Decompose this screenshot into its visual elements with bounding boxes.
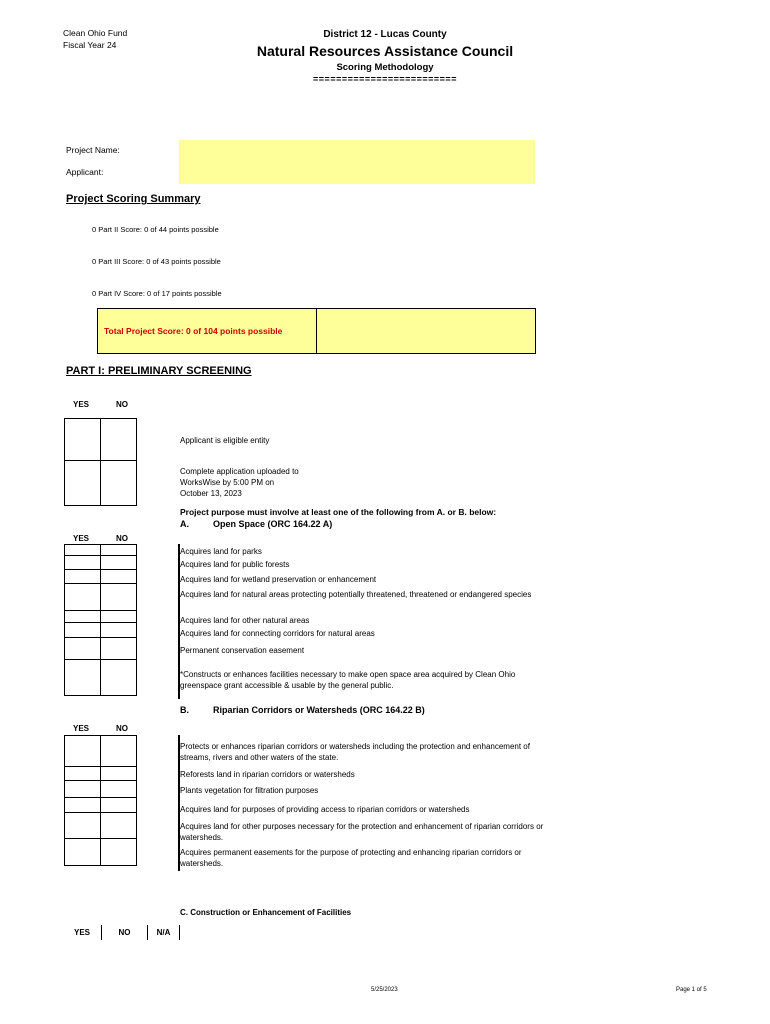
checkbox-yes[interactable] <box>65 660 101 696</box>
checkbox-yes[interactable] <box>65 419 101 461</box>
list-item: Acquires permanent easements for the purpose of protecting and enhancing riparian corridors or watersheds. <box>180 848 522 868</box>
no-header: NO <box>116 724 128 733</box>
section-b-grid <box>64 735 137 866</box>
district-title: District 12 - Lucas County <box>323 29 447 40</box>
no-column-header: NO <box>102 925 148 940</box>
list-item: Acquires land for connecting corridors for natural areas <box>180 629 375 638</box>
project-info-field[interactable] <box>179 140 535 184</box>
part2-score: 0 Part II Score: 0 of 44 points possible <box>92 225 219 234</box>
list-item: Acquires land for wetland preservation or enhancement <box>180 575 377 584</box>
checkbox-yes[interactable] <box>65 767 101 781</box>
checkbox-yes[interactable] <box>65 798 101 813</box>
checkbox-yes[interactable] <box>65 570 101 584</box>
part4-score: 0 Part IV Score: 0 of 17 points possible <box>92 289 222 298</box>
checkbox-yes[interactable] <box>65 611 101 623</box>
total-score-box <box>97 308 536 354</box>
no-header: NO <box>116 400 128 409</box>
council-title: Natural Resources Assistance Council <box>256 43 514 59</box>
eligible-entity: Applicant is eligible entity <box>180 436 270 445</box>
list-item: Protects or enhances riparian corridors or watersheds including the protection and enhancement of streams, rivers and other waters of the state. <box>180 742 530 762</box>
part3-score: 0 Part III Score: 0 of 43 points possible <box>92 257 221 266</box>
checkbox-yes[interactable] <box>65 556 101 570</box>
list-item: Acquires land for other natural areas <box>180 616 310 625</box>
yes-column-header: YES <box>63 925 102 940</box>
footer-page: Page 1 of 5 <box>676 987 707 993</box>
section-c-title: C. Construction or Enhancement of Facilities <box>180 908 352 917</box>
checkbox-no[interactable] <box>101 419 137 461</box>
list-item: Acquires land for public forests <box>180 560 290 569</box>
checkbox-no[interactable] <box>101 570 137 584</box>
yes-header: YES <box>73 724 90 733</box>
checkbox-yes[interactable] <box>65 839 101 866</box>
header-rule: ========================= <box>313 74 457 84</box>
list-item: Acquires land for natural areas protecting potentially threatened, threatened or endangered species <box>180 590 532 599</box>
checkbox-yes[interactable] <box>65 813 101 839</box>
list-item: Acquires land for parks <box>180 547 262 556</box>
checkbox-no[interactable] <box>101 839 137 866</box>
checkbox-yes[interactable] <box>65 545 101 556</box>
checkbox-yes[interactable] <box>65 623 101 638</box>
summary-title: Project Scoring Summary <box>66 193 201 205</box>
checkbox-no[interactable] <box>101 781 137 798</box>
list-item: Acquires land for purposes of providing access to riparian corridors or watersheds <box>180 805 470 814</box>
checkbox-no[interactable] <box>101 584 137 611</box>
checkbox-no[interactable] <box>101 638 137 660</box>
fiscal-year: Fiscal Year 24 <box>63 40 117 50</box>
checkbox-no[interactable] <box>101 660 137 696</box>
na-column-header: N/A <box>148 925 180 940</box>
part1-title: PART I: PRELIMINARY SCREENING <box>66 365 252 377</box>
total-score-value[interactable] <box>317 309 535 353</box>
section-b-letter: B. <box>180 705 189 715</box>
list-item: Acquires land for other purposes necessary for the protection and enhancement of riparian corridors or watersheds. <box>180 822 544 842</box>
list-item: Plants vegetation for filtration purposes <box>180 786 319 795</box>
application-uploaded: Complete application uploaded to WorksWise by 5:00 PM on October 13, 2023 <box>180 467 299 498</box>
header-left <box>63 27 127 51</box>
yes-no-na-header <box>63 925 180 940</box>
checkbox-no[interactable] <box>101 736 137 767</box>
checkbox-no[interactable] <box>101 813 137 839</box>
applicant-label: Applicant: <box>66 167 104 177</box>
checkbox-yes[interactable] <box>65 461 101 506</box>
footer-date: 5/25/2023 <box>371 987 398 993</box>
checkbox-no[interactable] <box>101 545 137 556</box>
purpose-note: Project purpose must involve at least one of the following from A. or B. below: <box>180 507 497 517</box>
checkbox-no[interactable] <box>101 556 137 570</box>
checkbox-yes[interactable] <box>65 781 101 798</box>
checkbox-no[interactable] <box>101 798 137 813</box>
total-score-label: Total Project Score: 0 of 104 points possible <box>98 309 317 353</box>
section-a-title: Open Space (ORC 164.22 A) <box>213 519 333 529</box>
checkbox-yes[interactable] <box>65 638 101 660</box>
section-a-grid <box>64 544 137 696</box>
section-a-letter: A. <box>180 519 189 529</box>
yes-header: YES <box>73 534 90 543</box>
checkbox-yes[interactable] <box>65 584 101 611</box>
fund-name: Clean Ohio Fund <box>63 28 128 38</box>
project-name-label: Project Name: <box>66 145 120 155</box>
methodology-title: Scoring Methodology <box>336 62 434 73</box>
section-b-title: Riparian Corridors or Watersheds (ORC 164.22 B) <box>213 705 425 715</box>
checkbox-no[interactable] <box>101 461 137 506</box>
screening-grid <box>64 418 137 506</box>
checkbox-no[interactable] <box>101 767 137 781</box>
list-item: Reforests land in riparian corridors or watersheds <box>180 770 355 779</box>
yes-header: YES <box>73 400 90 409</box>
list-item: *Constructs or enhances facilities necessary to make open space area acquired by Clean Ohio greenspace grant accessible & usable by the general public. <box>180 670 516 690</box>
list-item: Permanent conservation easement <box>180 646 305 655</box>
checkbox-no[interactable] <box>101 611 137 623</box>
no-header: NO <box>116 534 128 543</box>
checkbox-no[interactable] <box>101 623 137 638</box>
checkbox-yes[interactable] <box>65 736 101 767</box>
